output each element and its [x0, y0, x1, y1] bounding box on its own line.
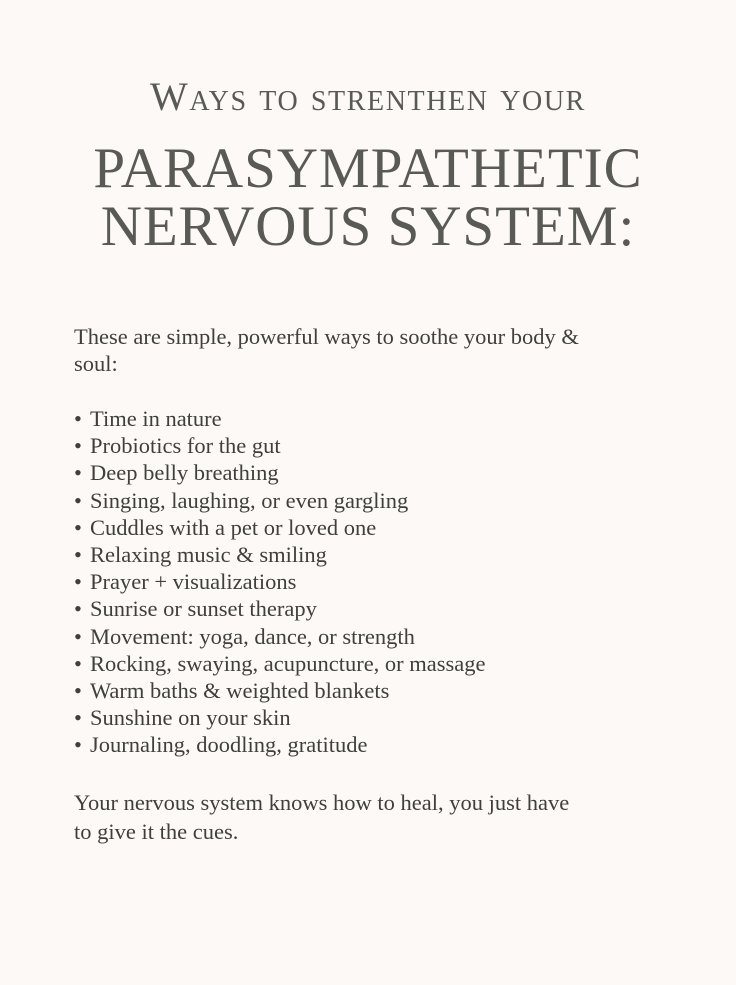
intro-line-1: These are simple, powerful ways to soothe your body & [74, 324, 579, 349]
bullet-icon: • [74, 460, 82, 486]
title-subheading: Ways to strenthen your [150, 74, 586, 119]
list-item [74, 677, 486, 704]
bullet-icon: • [74, 596, 82, 622]
list-item [74, 568, 486, 595]
title-line-parasympathetic: PARASYMPATHETIC [93, 137, 643, 200]
list-item [74, 704, 486, 731]
intro-paragraph [74, 323, 674, 377]
bullet-icon: • [74, 678, 82, 704]
title-line-nervous-system: NERVOUS SYSTEM: [100, 195, 636, 258]
list-item-text: Probiotics for the gut [90, 433, 281, 459]
bullet-icon: • [74, 487, 82, 513]
closing-line-2: to give it the cues. [74, 819, 239, 844]
bullet-icon: • [74, 542, 82, 568]
list-item [74, 623, 486, 650]
page-title [0, 137, 736, 258]
list-item [74, 432, 486, 459]
list-item [74, 731, 486, 758]
bullet-icon: • [74, 569, 82, 595]
list-item [74, 514, 486, 541]
list-item-text: Deep belly breathing [90, 460, 279, 486]
list-item [74, 650, 486, 677]
list-item [74, 459, 486, 486]
list-item [74, 487, 486, 514]
bullet-icon: • [74, 514, 82, 540]
list-item-text: Sunrise or sunset therapy [90, 596, 317, 622]
bullet-icon: • [74, 433, 82, 459]
intro-line-2: soul: [74, 351, 118, 376]
list-item-text: Movement: yoga, dance, or strength [90, 623, 415, 649]
bullet-icon: • [74, 705, 82, 731]
list-item-text: Relaxing music & smiling [90, 542, 327, 568]
closing-paragraph [74, 788, 674, 846]
list-item-text: Prayer + visualizations [90, 569, 297, 595]
list-item-text: Rocking, swaying, acupuncture, or massage [90, 650, 486, 676]
list-item-text: Singing, laughing, or even gargling [90, 487, 409, 513]
list-item [74, 595, 486, 622]
list-item [74, 541, 486, 568]
bullet-icon: • [74, 623, 82, 649]
bullet-icon: • [74, 406, 82, 431]
list-item-text: Cuddles with a pet or loved one [90, 514, 377, 540]
list-item-text: Journaling, doodling, gratitude [90, 732, 368, 758]
tips-list [74, 405, 486, 759]
closing-line-1: Your nervous system knows how to heal, you just have [74, 790, 570, 815]
list-item-text: Time in nature [90, 406, 222, 431]
list-item-text: Warm baths & weighted blankets [90, 678, 390, 704]
bullet-icon: • [74, 650, 82, 676]
list-item-text: Sunshine on your skin [90, 705, 291, 731]
bullet-icon: • [74, 732, 82, 758]
list-item [74, 405, 486, 432]
